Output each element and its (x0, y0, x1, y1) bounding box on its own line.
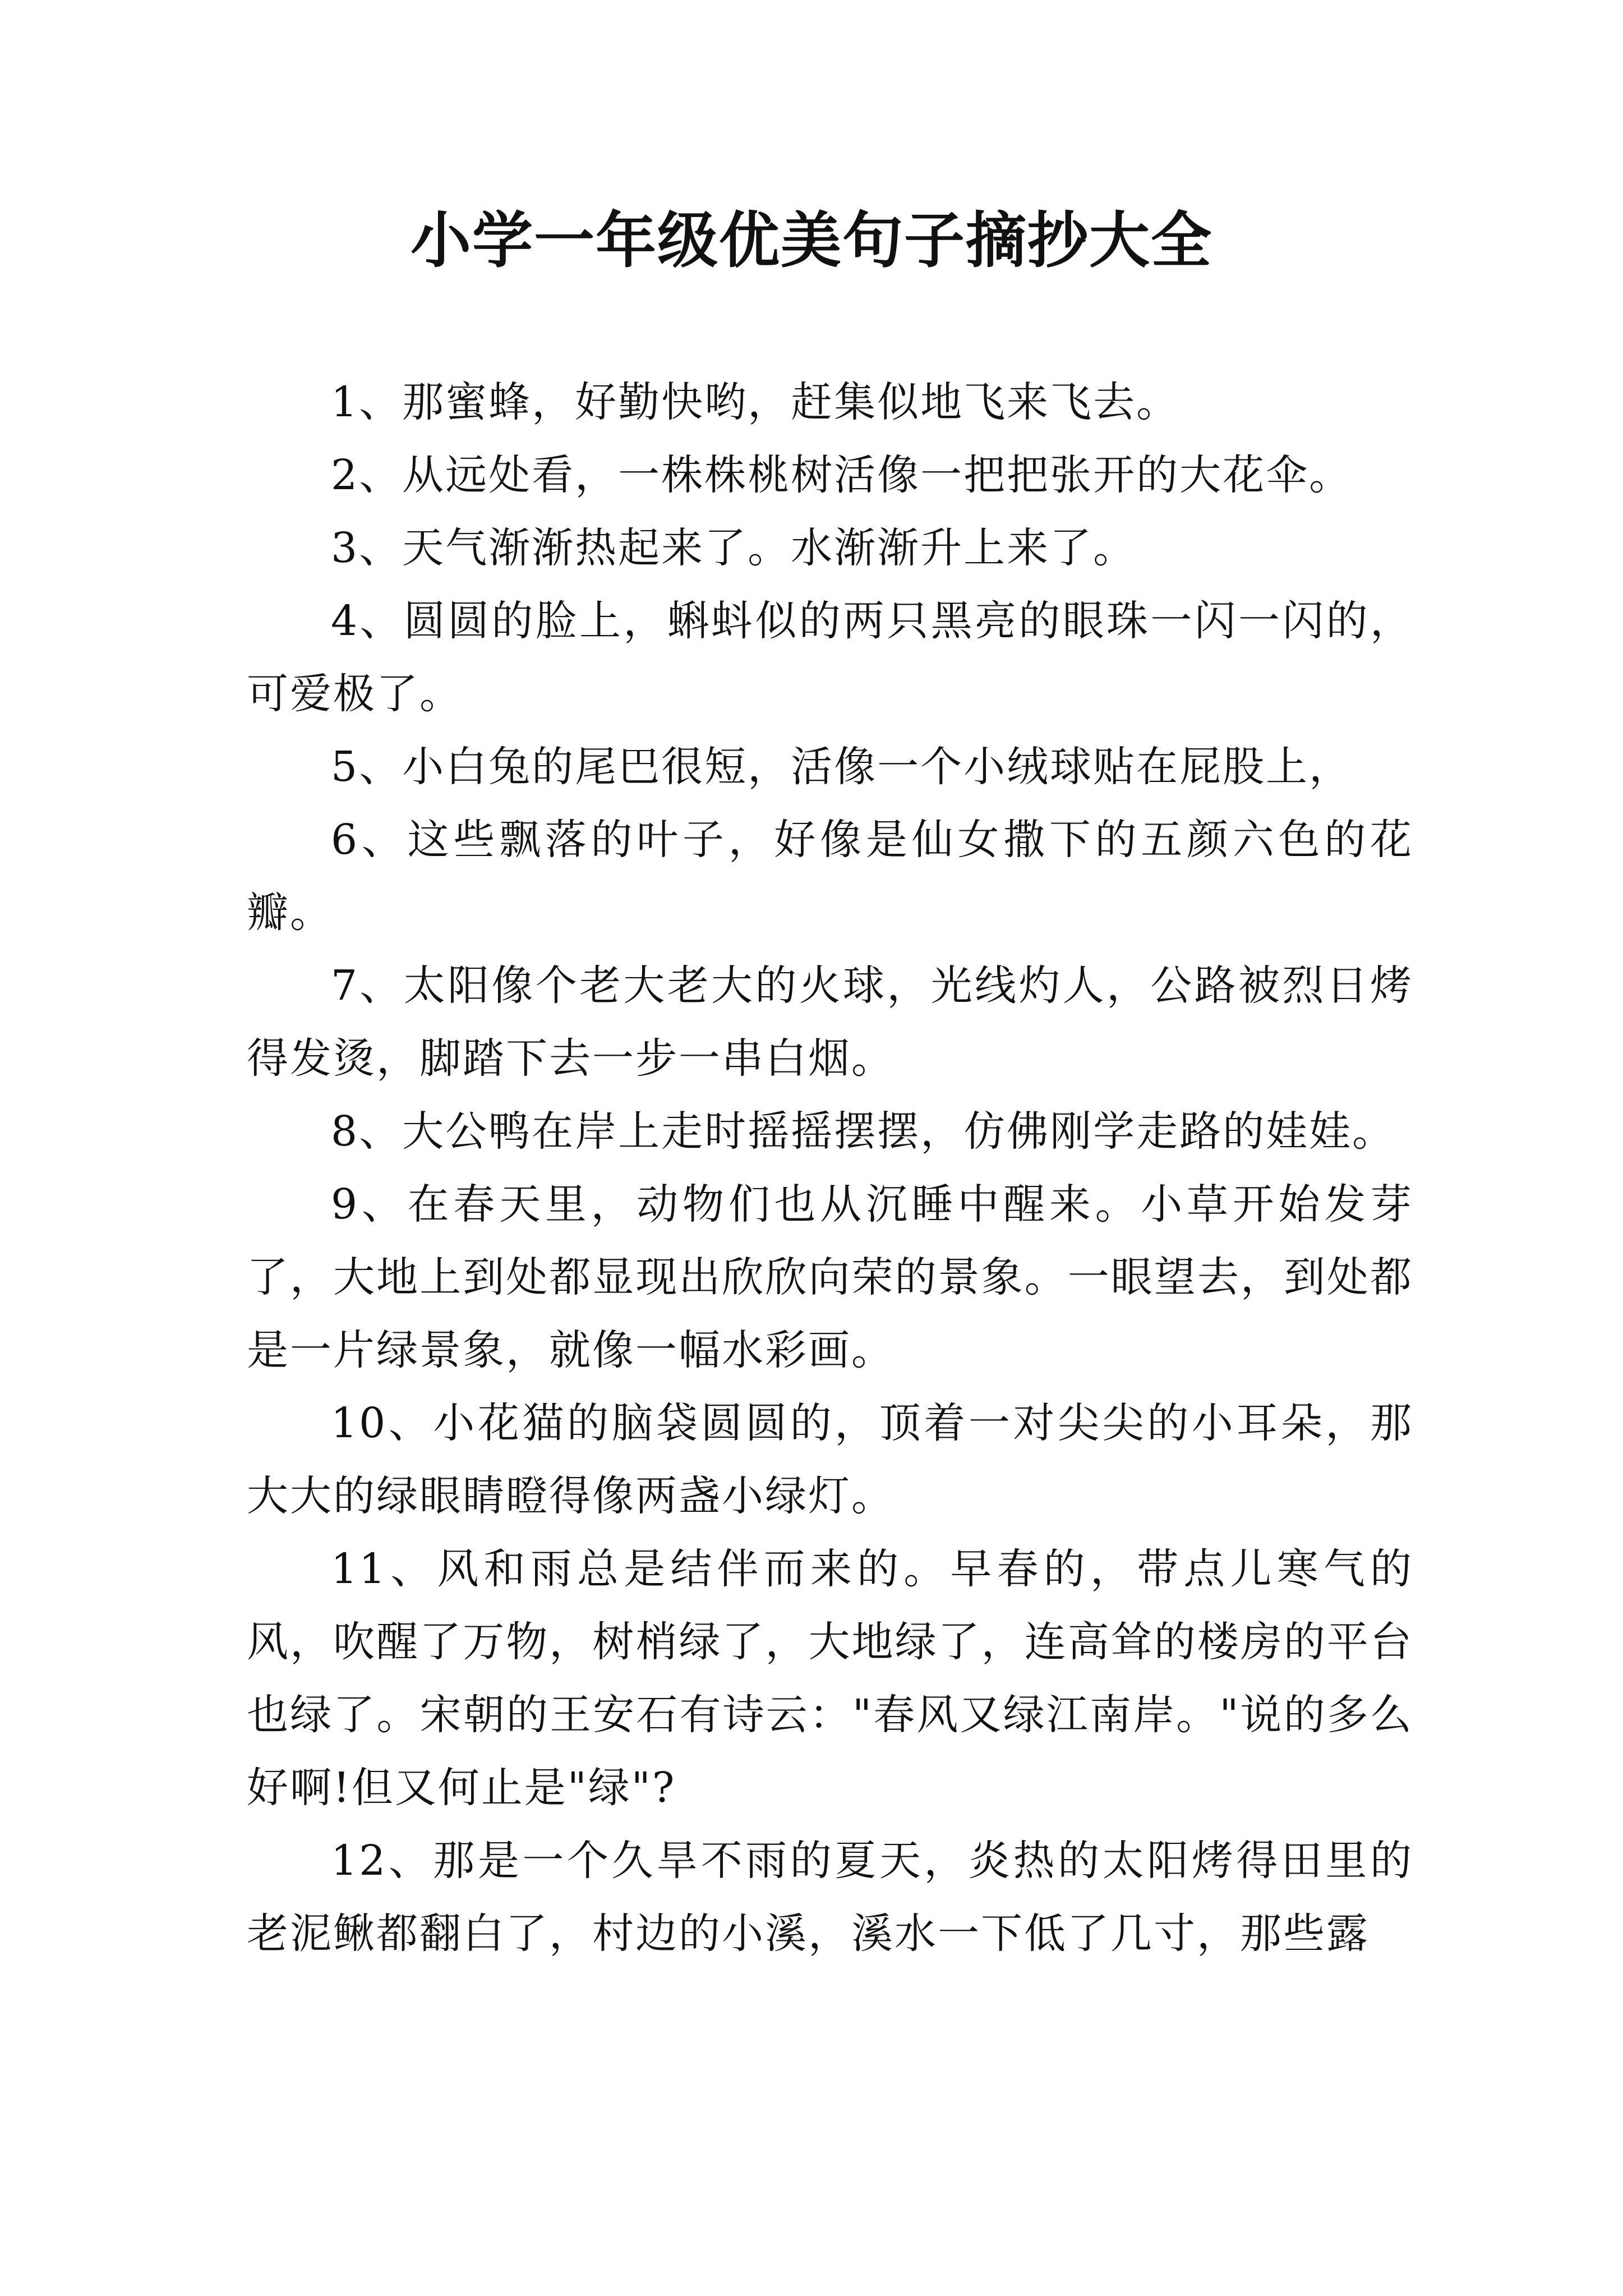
paragraph: 10、小花猫的脑袋圆圆的，顶着一对尖尖的小耳朵，那大大的绿眼睛瞪得像两盏小绿灯。 (247, 1399, 1413, 1520)
paragraph: 2、从远处看，一株株桃树活像一把把张开的大花伞。 (331, 451, 1353, 499)
paragraph: 3、天气渐渐热起来了。水渐渐升上来了。 (331, 524, 1137, 572)
document-title: 小学一年级优美句子摘抄大全 (410, 206, 1212, 276)
paragraph: 12、那是一个久旱不雨的夏天，炎热的太阳烤得田里的老泥鳅都翻白了，村边的小溪，溪水一下低了几寸，那些露 (247, 1837, 1413, 1958)
document-body (247, 366, 1413, 1970)
paragraph: 9、在春天里，动物们也从沉睡中醒来。小草开始发芽了，大地上到处都显现出欣欣向荣的景象。一眼望去，到处都是一片绿景象，就像一幅水彩画。 (247, 1180, 1413, 1374)
paragraph: 8、大公鸭在岸上走时摇摇摆摆，仿佛刚学走路的娃娃。 (331, 1107, 1396, 1156)
paragraph: 4、圆圆的脸上，蝌蚪似的两只黑亮的眼珠一闪一闪的，可爱极了。 (247, 597, 1413, 718)
paragraph: 1、那蜜蜂，好勤快哟，赶集似地飞来飞去。 (331, 378, 1180, 426)
paragraph: 7、太阳像个老大老大的火球，光线灼人，公路被烈日烤得发烫，脚踏下去一步一串白烟。 (247, 961, 1413, 1083)
paragraph: 5、小白兔的尾巴很短，活像一个小绒球贴在屁股上， (331, 743, 1353, 791)
paragraph: 11、风和雨总是结伴而来的。早春的，带点儿寒气的风，吹醒了万物，树梢绿了，大地绿了，连高耸的楼房的平台也绿了。宋朝的王安石有诗云："春风又绿江南岸。"说的多么好啊!但又何止是"绿"? (247, 1545, 1413, 1812)
paragraph: 6、这些飘落的叶子，好像是仙女撒下的五颜六色的花瓣。 (247, 816, 1413, 937)
